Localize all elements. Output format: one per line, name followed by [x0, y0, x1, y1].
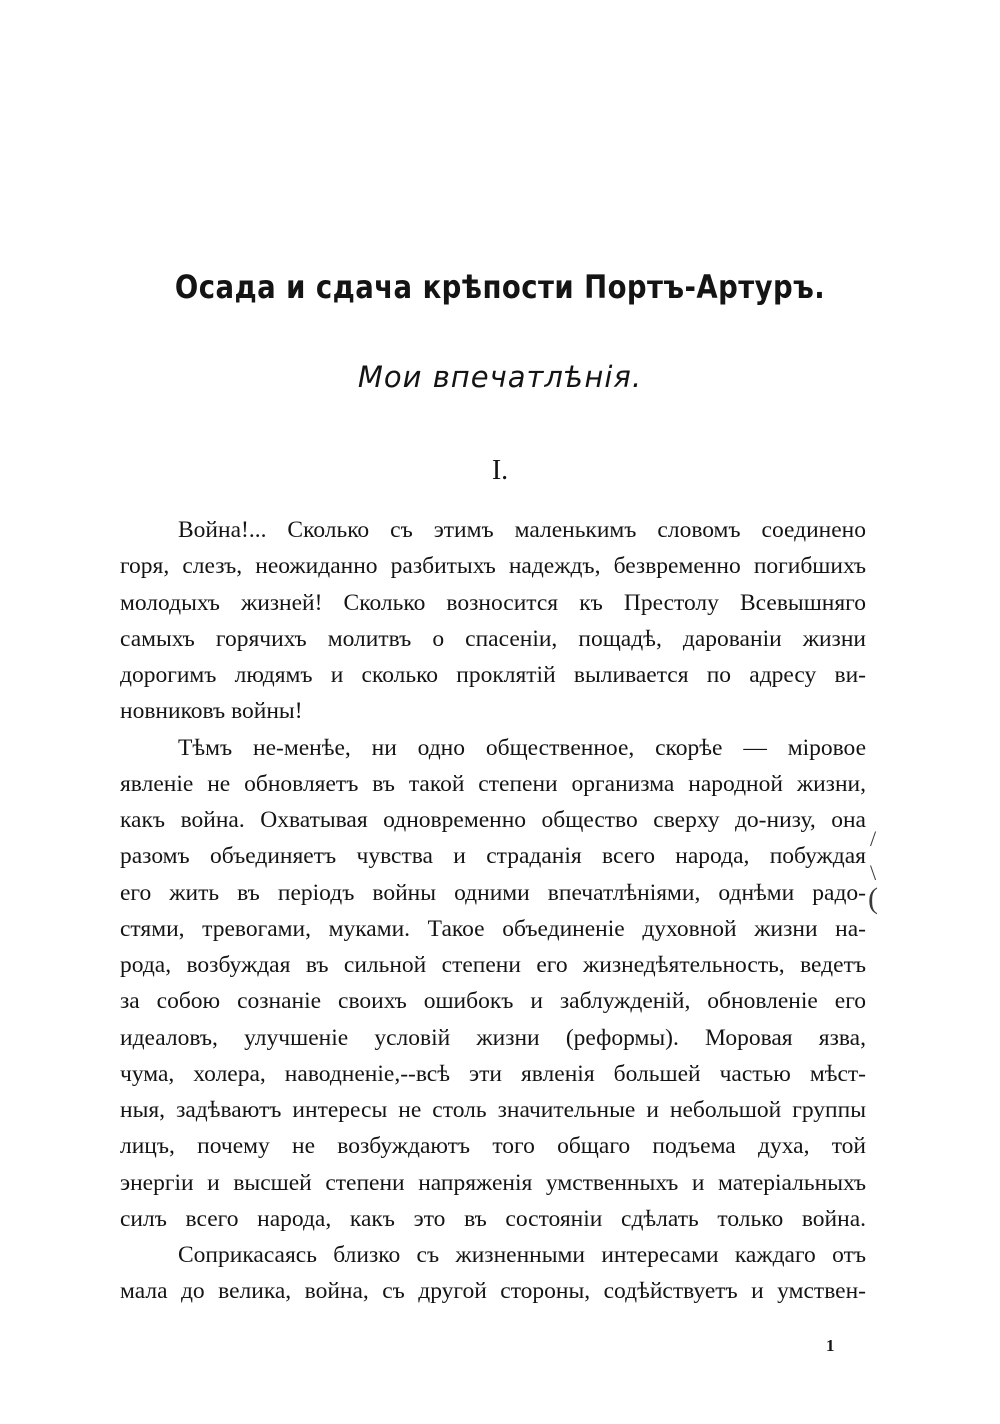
text-line: его жить въ періодъ войны одними впечатлѣніями, однѣми радо- [120, 879, 866, 906]
text-line: разомъ объединяетъ чувства и страданія всего народа, побуждая [120, 843, 866, 870]
text-line: лицъ, почему не возбуждаютъ того общаго подъема духа, той [120, 1133, 866, 1160]
margin-mark: / [869, 826, 877, 851]
text-line: горя, слезъ, неожиданно разбитыхъ надеждъ, безвременно погибшихъ [120, 553, 866, 580]
text-line: энергіи и высшей степени напряженія умственныхъ и матеріальныхъ [120, 1169, 866, 1196]
text-line: Война!... Сколько съ этимъ маленькимъ словомъ соединено [178, 517, 866, 543]
text-line: молодыхъ жизней! Сколько возносится къ Престолу Всевышняго [120, 589, 866, 616]
margin-mark: \ [869, 860, 877, 885]
text-line: дорогимъ людямъ и сколько проклятій выливается по адресу ви- [120, 662, 866, 688]
text-line: явленіе не обновляетъ въ такой степени организма народной жизни, [120, 770, 866, 797]
text-line: ныя, задѣваютъ интересы не столь значительные и небольшой группы [120, 1097, 866, 1123]
page-number: 1 [826, 1336, 835, 1355]
text-line: новниковъ войны! [120, 698, 303, 725]
text-line: какъ война. Охватывая одновременно общество сверху до-низу, она [120, 807, 866, 833]
chapter-number: I. [491, 455, 509, 486]
text-line: идеаловъ, улучшеніе условій жизни (реформы). Моровая язва, [120, 1024, 866, 1051]
text-line: самыхъ горячихъ молитвъ о спасеніи, пощадѣ, дарованіи жизни [120, 625, 866, 652]
text-line: чума, холера, наводненіе,--всѣ эти явленія большей частью мѣст- [120, 1060, 866, 1087]
text-line: Тѣмъ не-менѣе, ни одно общественное, скорѣе — міровое [178, 734, 866, 761]
body-text [120, 512, 866, 1310]
text-line: Соприкасаясь близко съ жизненными интересами каждаго отъ [178, 1242, 866, 1268]
page-title: Осада и сдача крѣпости Портъ-Артуръ. [174, 268, 826, 306]
text-line: стями, тревогами, муками. Такое объединеніе духовной жизни на- [120, 915, 866, 942]
text-line: мала до велика, война, съ другой стороны, содѣйствуетъ и умствен- [120, 1278, 866, 1305]
text-line: за собою сознаніе своихъ ошибокъ и заблужденій, обновленіе его [120, 988, 866, 1015]
page-subtitle: Мои впечатлѣнія. [357, 360, 643, 394]
text-line: рода, возбуждая въ сильной степени его жизнедѣятельность, ведетъ [120, 952, 866, 978]
margin-mark: ( [868, 882, 878, 915]
text-line: силъ всего народа, какъ это въ состояніи сдѣлать только война. [120, 1205, 866, 1232]
